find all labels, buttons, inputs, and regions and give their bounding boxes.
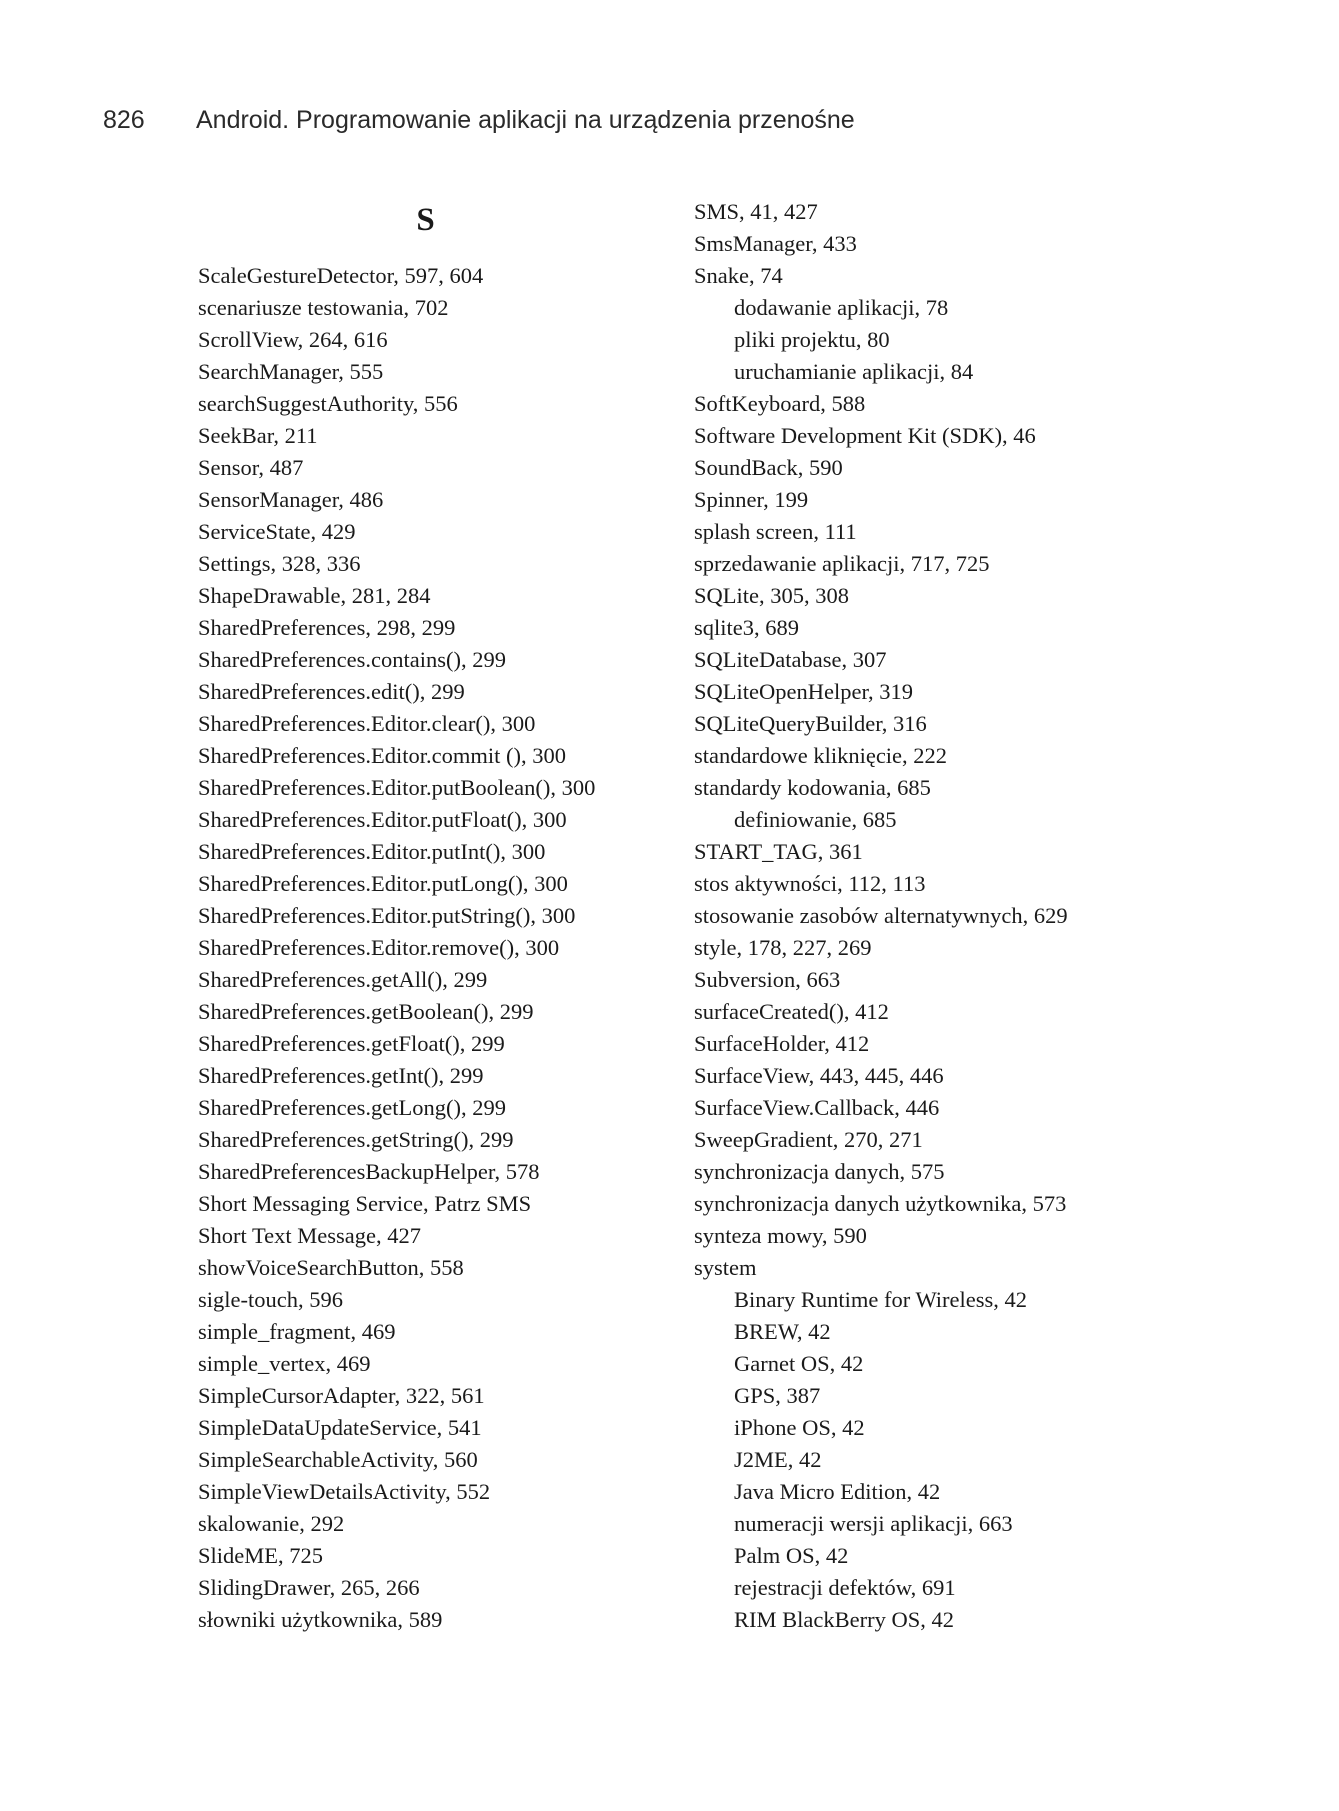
index-entry: SweepGradient, 270, 271: [694, 1127, 923, 1152]
index-entry: synchronizacja danych, 575: [694, 1159, 945, 1184]
index-subentry: GPS, 387: [734, 1383, 821, 1408]
index-entry: SeekBar, 211: [198, 423, 318, 448]
index-entry: Spinner, 199: [694, 487, 809, 512]
index-subentry: Binary Runtime for Wireless, 42: [734, 1287, 1028, 1312]
page-number: 826: [103, 106, 145, 134]
index-entry: SharedPreferencesBackupHelper, 578: [198, 1159, 540, 1184]
index-subentry: numeracji wersji aplikacji, 663: [734, 1511, 1013, 1536]
index-entry: SurfaceView.Callback, 446: [694, 1095, 940, 1120]
index-entry: SharedPreferences.Editor.remove(), 300: [198, 935, 560, 960]
index-entry: SearchManager, 555: [198, 359, 384, 384]
index-entry: SimpleCursorAdapter, 322, 561: [198, 1383, 485, 1408]
book-title: Android. Programowanie aplikacji na urządzenia przenośne: [196, 106, 855, 134]
index-subentry: rejestracji defektów, 691: [734, 1575, 956, 1600]
index-entry: SharedPreferences.getLong(), 299: [198, 1095, 507, 1120]
index-entry: splash screen, 111: [694, 519, 857, 544]
index-entry: searchSuggestAuthority, 556: [198, 391, 458, 416]
index-entry: SimpleDataUpdateService, 541: [198, 1415, 482, 1440]
index-entry: simple_fragment, 469: [198, 1319, 396, 1344]
index-subentry: Java Micro Edition, 42: [734, 1479, 941, 1504]
index-entry: standardowe kliknięcie, 222: [694, 743, 948, 768]
index-subentry: definiowanie, 685: [734, 807, 897, 832]
index-entry: Subversion, 663: [694, 967, 841, 992]
index-entry: skalowanie, 292: [198, 1511, 345, 1536]
index-entry: Short Text Message, 427: [198, 1223, 421, 1248]
index-entry: showVoiceSearchButton, 558: [198, 1255, 464, 1280]
index-subentry: uruchamianie aplikacji, 84: [734, 359, 974, 384]
index-entry: SharedPreferences.Editor.putString(), 300: [198, 903, 576, 928]
index-entry: Settings, 328, 336: [198, 551, 361, 576]
index-entry: SimpleViewDetailsActivity, 552: [198, 1479, 491, 1504]
index-subentry: dodawanie aplikacji, 78: [734, 295, 949, 320]
index-entry: SharedPreferences.edit(), 299: [198, 679, 465, 704]
index-entry: SharedPreferences.getString(), 299: [198, 1127, 514, 1152]
index-entry: SharedPreferences.getBoolean(), 299: [198, 999, 534, 1024]
index-entry: SharedPreferences.Editor.clear(), 300: [198, 711, 536, 736]
index-entry: SlideME, 725: [198, 1543, 324, 1568]
index-entry: SQLiteQueryBuilder, 316: [694, 711, 927, 736]
index-subentry: RIM BlackBerry OS, 42: [734, 1607, 954, 1632]
index-entry: Sensor, 487: [198, 455, 304, 480]
index-entry: SlidingDrawer, 265, 266: [198, 1575, 420, 1600]
index-entry: SMS, 41, 427: [694, 199, 818, 224]
index-entry: SharedPreferences.Editor.putLong(), 300: [198, 871, 568, 896]
index-entry: SharedPreferences.Editor.putInt(), 300: [198, 839, 546, 864]
index-entry: simple_vertex, 469: [198, 1351, 371, 1376]
index-entry: SmsManager, 433: [694, 231, 857, 256]
index-entry: SharedPreferences.getAll(), 299: [198, 967, 488, 992]
index-entry: surfaceCreated(), 412: [694, 999, 889, 1024]
index-subentry: Palm OS, 42: [734, 1543, 849, 1568]
index-entry: SharedPreferences, 298, 299: [198, 615, 456, 640]
index-entry: ScrollView, 264, 616: [198, 327, 388, 352]
index-entry: sqlite3, 689: [694, 615, 799, 640]
index-entry: SharedPreferences.Editor.commit (), 300: [198, 743, 567, 768]
index-entry: Snake, 74: [694, 263, 783, 288]
running-header: [103, 106, 855, 135]
index-entry: Software Development Kit (SDK), 46: [694, 423, 1036, 448]
index-entry: START_TAG, 361: [694, 839, 863, 864]
index-entry: style, 178, 227, 269: [694, 935, 872, 960]
index-entry: SharedPreferences.contains(), 299: [198, 647, 507, 672]
index-entry: SharedPreferences.getFloat(), 299: [198, 1031, 505, 1056]
index-subentry: J2ME, 42: [734, 1447, 822, 1472]
index-entry: stos aktywności, 112, 113: [694, 871, 926, 896]
index-subentry: iPhone OS, 42: [734, 1415, 865, 1440]
index-entry: SharedPreferences.Editor.putFloat(), 300: [198, 807, 567, 832]
index-entry: system: [694, 1255, 757, 1280]
index-entry: SimpleSearchableActivity, 560: [198, 1447, 478, 1472]
index-entry: ServiceState, 429: [198, 519, 356, 544]
index-entry: SurfaceView, 443, 445, 446: [694, 1063, 944, 1088]
index-entry: SharedPreferences.getInt(), 299: [198, 1063, 484, 1088]
index-entry: SurfaceHolder, 412: [694, 1031, 870, 1056]
index-entry: scenariusze testowania, 702: [198, 295, 449, 320]
index-entry: sigle-touch, 596: [198, 1287, 343, 1312]
index-column-right: [694, 196, 1068, 1636]
index-entry: synteza mowy, 590: [694, 1223, 867, 1248]
index-entry: stosowanie zasobów alternatywnych, 629: [694, 903, 1068, 928]
index-subentry: Garnet OS, 42: [734, 1351, 864, 1376]
index-column-left: [198, 260, 595, 1636]
index-entry: słowniki użytkownika, 589: [198, 1607, 443, 1632]
index-entry: ScaleGestureDetector, 597, 604: [198, 263, 484, 288]
index-entry: SQLite, 305, 308: [694, 583, 849, 608]
section-letter: S: [416, 202, 435, 238]
index-entry: synchronizacja danych użytkownika, 573: [694, 1191, 1067, 1216]
index-subentry: BREW, 42: [734, 1319, 831, 1344]
index-entry: standardy kodowania, 685: [694, 775, 931, 800]
index-entry: SharedPreferences.Editor.putBoolean(), 300: [198, 775, 596, 800]
index-entry: Short Messaging Service, Patrz SMS: [198, 1191, 532, 1216]
index-entry: SoftKeyboard, 588: [694, 391, 866, 416]
index-entry: SensorManager, 486: [198, 487, 384, 512]
index-entry: SQLiteDatabase, 307: [694, 647, 887, 672]
index-entry: SQLiteOpenHelper, 319: [694, 679, 914, 704]
index-entry: SoundBack, 590: [694, 455, 843, 480]
index-subentry: pliki projektu, 80: [734, 327, 890, 352]
index-entry: ShapeDrawable, 281, 284: [198, 583, 431, 608]
index-entry: sprzedawanie aplikacji, 717, 725: [694, 551, 990, 576]
